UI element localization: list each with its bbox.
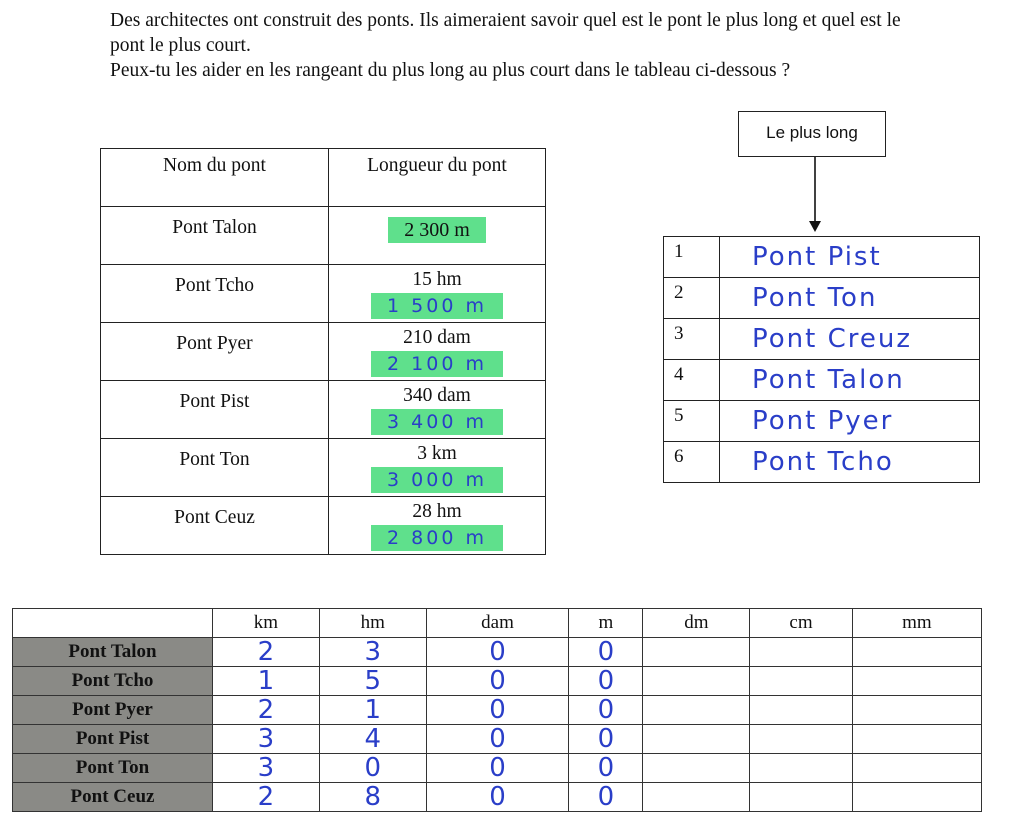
table-row xyxy=(101,207,546,265)
column-header-name: Nom du pont xyxy=(101,149,329,207)
digit-cell-dam: 0 xyxy=(426,667,569,696)
bridge-name: Pont Talon xyxy=(101,207,329,265)
table-row xyxy=(13,783,982,812)
handwritten-conversion: 3 000 m xyxy=(371,467,503,493)
original-length: 15 hm xyxy=(412,269,462,290)
table-row xyxy=(13,696,982,725)
instruction-paragraph-1: Des architectes ont construit des ponts. Ils aimeraient savoir quel est le pont le plus long et quel est le pont le plus court. xyxy=(110,10,901,56)
bridge-length-table xyxy=(100,148,546,555)
digit-cell-dm xyxy=(643,696,750,725)
instructions xyxy=(110,8,910,83)
digit-cell-dam: 0 xyxy=(426,725,569,754)
digit-cell-cm xyxy=(750,696,852,725)
digit-cell-dam: 0 xyxy=(426,783,569,812)
digit-cell-mm xyxy=(852,638,981,667)
digit-cell-dam: 0 xyxy=(426,696,569,725)
digit-cell-cm xyxy=(750,667,852,696)
table-row xyxy=(664,237,980,278)
digit-cell-dm xyxy=(643,725,750,754)
column-header-length: Longueur du pont xyxy=(329,149,546,207)
row-label-bridge: Pont Talon xyxy=(13,638,213,667)
bridge-length-cell xyxy=(329,497,546,555)
table-row xyxy=(101,323,546,381)
column-header-m: m xyxy=(569,609,643,638)
digit-cell-hm: 3 xyxy=(319,638,426,667)
longest-label-box: Le plus long xyxy=(738,111,886,157)
digit-cell-dm xyxy=(643,754,750,783)
rank-number: 2 xyxy=(664,278,720,319)
rank-number: 3 xyxy=(664,319,720,360)
digit-cell-dam: 0 xyxy=(426,638,569,667)
rank-number: 1 xyxy=(664,237,720,278)
row-label-bridge: Pont Ton xyxy=(13,754,213,783)
table-row xyxy=(664,319,980,360)
digit-cell-hm: 1 xyxy=(319,696,426,725)
row-label-bridge: Pont Pist xyxy=(13,725,213,754)
bridge-name: Pont Tcho xyxy=(101,265,329,323)
digit-cell-m: 0 xyxy=(569,783,643,812)
handwritten-conversion: 1 500 m xyxy=(371,293,503,319)
row-label-bridge: Pont Ceuz xyxy=(13,783,213,812)
row-label-bridge: Pont Pyer xyxy=(13,696,213,725)
digit-cell-hm: 8 xyxy=(319,783,426,812)
digit-cell-hm: 5 xyxy=(319,667,426,696)
highlighted-length: 2 300 m xyxy=(388,217,486,243)
table-row xyxy=(101,439,546,497)
table-row xyxy=(13,725,982,754)
digit-cell-m: 0 xyxy=(569,638,643,667)
rank-number: 6 xyxy=(664,442,720,483)
column-header-mm: mm xyxy=(852,609,981,638)
digit-cell-mm xyxy=(852,667,981,696)
digit-cell-mm xyxy=(852,696,981,725)
digit-cell-cm xyxy=(750,754,852,783)
handwritten-answer: Pont Pyer xyxy=(720,401,980,442)
digit-cell-km: 2 xyxy=(213,638,320,667)
digit-cell-hm: 0 xyxy=(319,754,426,783)
handwritten-conversion: 3 400 m xyxy=(371,409,503,435)
handwritten-answer: Pont Pist xyxy=(720,237,980,278)
rank-number: 4 xyxy=(664,360,720,401)
handwritten-answer: Pont Creuz xyxy=(720,319,980,360)
original-length: 3 km xyxy=(417,443,457,464)
bridge-length-cell xyxy=(329,439,546,497)
table-row xyxy=(664,360,980,401)
table-row xyxy=(13,754,982,783)
bridge-length-cell xyxy=(329,381,546,439)
digit-cell-dm xyxy=(643,783,750,812)
digit-cell-cm xyxy=(750,725,852,754)
row-label-bridge: Pont Tcho xyxy=(13,667,213,696)
column-header-dam: dam xyxy=(426,609,569,638)
down-arrow-icon xyxy=(800,157,830,233)
column-header-hm: hm xyxy=(319,609,426,638)
original-length: 210 dam xyxy=(403,327,471,348)
bridge-length-cell xyxy=(329,265,546,323)
original-length: 340 dam xyxy=(403,385,471,406)
original-length: 28 hm xyxy=(412,501,462,522)
digit-cell-m: 0 xyxy=(569,667,643,696)
digit-cell-mm xyxy=(852,725,981,754)
handwritten-answer: Pont Tcho xyxy=(720,442,980,483)
digit-cell-km: 2 xyxy=(213,783,320,812)
digit-cell-dam: 0 xyxy=(426,754,569,783)
table-row xyxy=(13,667,982,696)
unit-conversion-table xyxy=(12,608,982,812)
bridge-name: Pont Pyer xyxy=(101,323,329,381)
column-header-cm: cm xyxy=(750,609,852,638)
table-row xyxy=(101,497,546,555)
table-row xyxy=(101,265,546,323)
bridge-length-cell xyxy=(329,323,546,381)
digit-cell-m: 0 xyxy=(569,696,643,725)
handwritten-conversion: 2 800 m xyxy=(371,525,503,551)
digit-cell-cm xyxy=(750,783,852,812)
digit-cell-km: 2 xyxy=(213,696,320,725)
table-row xyxy=(664,401,980,442)
handwritten-answer: Pont Talon xyxy=(720,360,980,401)
handwritten-conversion: 2 100 m xyxy=(371,351,503,377)
digit-cell-dm xyxy=(643,638,750,667)
table-row xyxy=(664,442,980,483)
digit-cell-mm xyxy=(852,754,981,783)
bridge-name: Pont Pist xyxy=(101,381,329,439)
bridge-length-cell xyxy=(329,207,546,265)
digit-cell-cm xyxy=(750,638,852,667)
column-header-km: km xyxy=(213,609,320,638)
table-row xyxy=(13,638,982,667)
digit-cell-m: 0 xyxy=(569,725,643,754)
digit-cell-km: 3 xyxy=(213,725,320,754)
bridge-name: Pont Ton xyxy=(101,439,329,497)
table-row xyxy=(101,381,546,439)
ranking-table xyxy=(663,236,980,483)
digit-cell-dm xyxy=(643,667,750,696)
bridge-name: Pont Ceuz xyxy=(101,497,329,555)
column-header-blank xyxy=(13,609,213,638)
instruction-paragraph-2: Peux-tu les aider en les rangeant du plus long au plus court dans le tableau ci-dessous ? xyxy=(110,60,791,81)
table-row xyxy=(664,278,980,319)
digit-cell-km: 1 xyxy=(213,667,320,696)
digit-cell-km: 3 xyxy=(213,754,320,783)
digit-cell-hm: 4 xyxy=(319,725,426,754)
column-header-dm: dm xyxy=(643,609,750,638)
digit-cell-m: 0 xyxy=(569,754,643,783)
handwritten-answer: Pont Ton xyxy=(720,278,980,319)
rank-number: 5 xyxy=(664,401,720,442)
digit-cell-mm xyxy=(852,783,981,812)
